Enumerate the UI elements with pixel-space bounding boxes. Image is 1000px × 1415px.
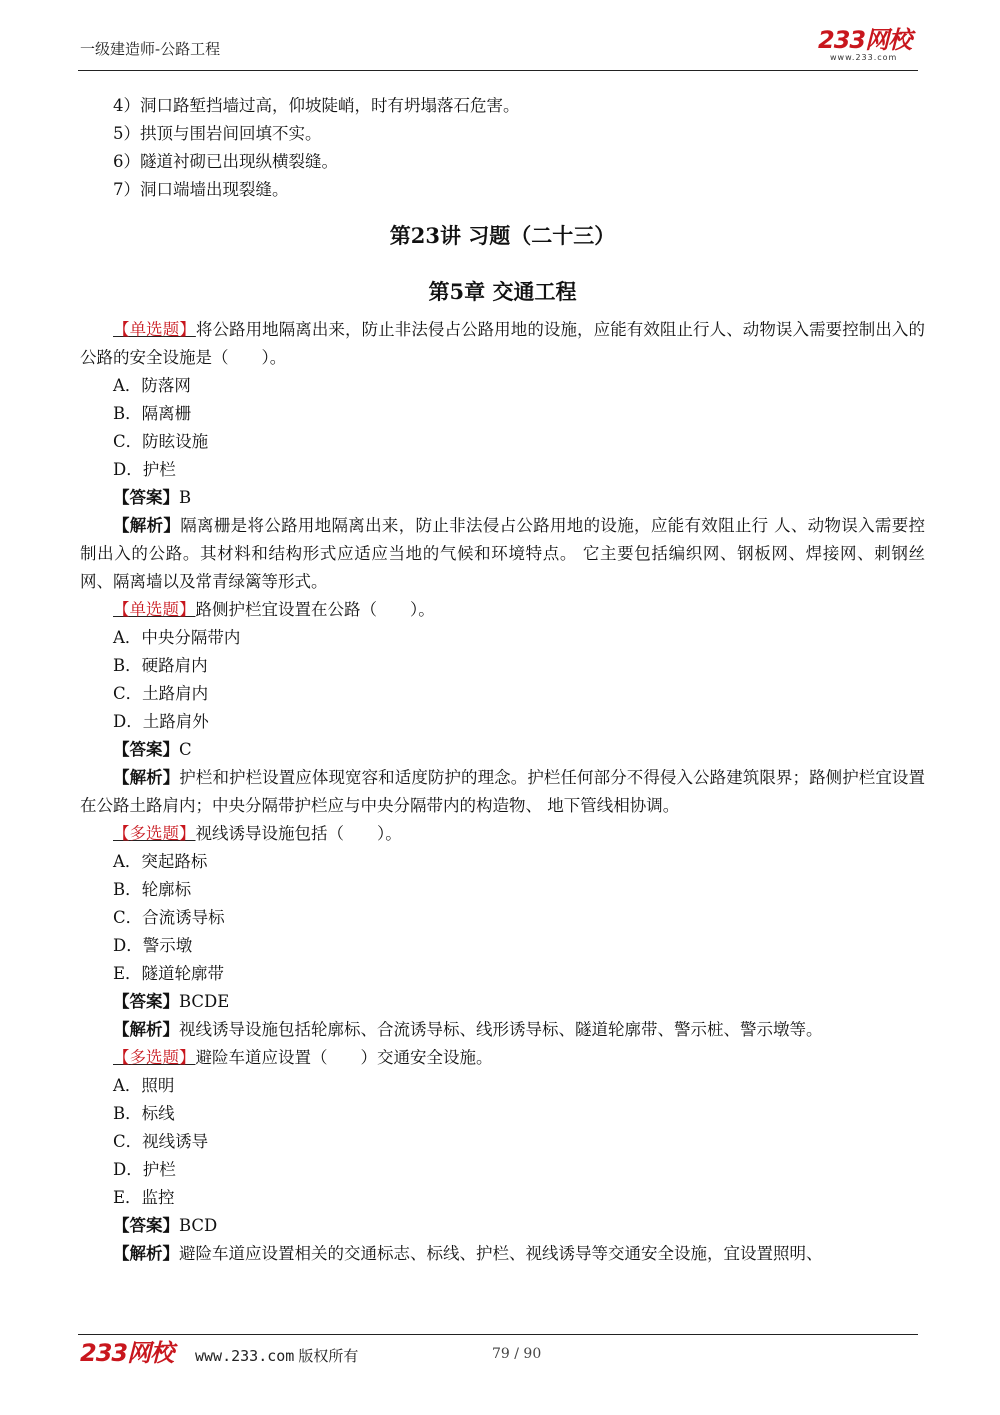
lecture-title: 第23讲 习题（二十三） bbox=[389, 223, 616, 248]
option: D．护栏 bbox=[113, 460, 176, 479]
question-type-tag: 【单选题】 bbox=[113, 320, 196, 339]
analysis-label: 【解析】 bbox=[113, 1244, 179, 1263]
question-block bbox=[80, 820, 925, 1044]
answer-label: 【答案】 bbox=[113, 992, 179, 1011]
intro-list bbox=[80, 92, 925, 204]
question-stem: 将公路用地隔离出来，防止非法侵占公路用地的设施，应能有效阻止行人、动物误入需要控制出入的公路的安全设施是（ ）。 bbox=[80, 320, 926, 367]
answer-value: B bbox=[179, 488, 192, 507]
question-type-tag: 【多选题】 bbox=[113, 824, 196, 843]
option: A．防落网 bbox=[113, 376, 191, 395]
question-type-tag: 【多选题】 bbox=[113, 1048, 196, 1067]
answer-label: 【答案】 bbox=[113, 740, 179, 759]
footer-logo: 233网校 bbox=[80, 1339, 174, 1367]
answer-value: BCD bbox=[179, 1216, 218, 1235]
analysis-text: 避险车道应设置相关的交通标志、标线、护栏、视线诱导等交通安全设施，宜设置照明、 bbox=[179, 1244, 823, 1263]
option: D．警示墩 bbox=[113, 936, 193, 955]
analysis-row bbox=[80, 1240, 925, 1268]
option: E．隧道轮廓带 bbox=[113, 964, 225, 983]
option: B．隔离栅 bbox=[113, 404, 192, 423]
footer-copyright: 版权所有 bbox=[298, 1347, 359, 1365]
brand-logo-url: www.233.com bbox=[830, 53, 898, 62]
analysis-row bbox=[80, 764, 925, 820]
question-stem-row bbox=[80, 316, 925, 372]
analysis-row bbox=[80, 512, 925, 596]
analysis-row bbox=[80, 1016, 925, 1044]
option: E．监控 bbox=[113, 1188, 175, 1207]
analysis-label: 【解析】 bbox=[113, 1020, 179, 1039]
answer-value: BCDE bbox=[179, 992, 230, 1011]
question-block bbox=[80, 596, 925, 820]
footer-site bbox=[195, 1345, 358, 1366]
answer-row bbox=[80, 988, 925, 1016]
option: D．土路肩外 bbox=[113, 712, 209, 731]
intro-line: 7）洞口端墙出现裂缝。 bbox=[113, 180, 289, 199]
page-content bbox=[80, 92, 925, 1268]
option: A．突起路标 bbox=[113, 852, 208, 871]
option: B．硬路肩内 bbox=[113, 656, 208, 675]
page-number: 79 / 90 bbox=[492, 1346, 542, 1362]
answer-label: 【答案】 bbox=[113, 1216, 179, 1235]
option: C．土路肩内 bbox=[113, 684, 209, 703]
intro-line: 6）隧道衬砌已出现纵横裂缝。 bbox=[113, 152, 338, 171]
header-title: 一级建造师-公路工程 bbox=[80, 40, 221, 58]
analysis-text: 护栏和护栏设置应体现宽容和适度防护的理念。护栏任何部分不得侵入公路建筑限界；路侧护栏宜设置在公路土路肩内；中央分隔带护栏应与中央分隔带内的构造物、 地下管线相协调。 bbox=[80, 768, 926, 815]
question-stem-row bbox=[80, 1044, 925, 1072]
answer-row bbox=[80, 1212, 925, 1240]
answer-row bbox=[80, 736, 925, 764]
option: A．照明 bbox=[113, 1076, 175, 1095]
answer-row bbox=[80, 484, 925, 512]
option: C．防眩设施 bbox=[113, 432, 209, 451]
option: C．合流诱导标 bbox=[113, 908, 225, 927]
brand-logo: 233网校 bbox=[818, 26, 912, 54]
question-stem: 路侧护栏宜设置在公路（ ）。 bbox=[195, 600, 435, 619]
intro-line: 4）洞口路堑挡墙过高，仰坡陡峭，时有坍塌落石危害。 bbox=[113, 96, 520, 115]
option: D．护栏 bbox=[113, 1160, 176, 1179]
intro-line: 5）拱顶与围岩间回填不实。 bbox=[113, 124, 322, 143]
question-block bbox=[80, 1044, 925, 1268]
option: B．轮廓标 bbox=[113, 880, 192, 899]
analysis-text: 隔离栅是将公路用地隔离出来，防止非法侵占公路用地的设施，应能有效阻止行 人、动物误入需要控制出入的公路。其材料和结构形式应适应当地的气候和环境特点。 它主要包括编织网、钢板网、焊接网、刺钢丝网、隔离墙以及常青绿篱等形式。 bbox=[80, 516, 926, 591]
question-stem: 避险车道应设置（ ）交通安全设施。 bbox=[195, 1048, 493, 1067]
question-stem-row bbox=[80, 820, 925, 848]
question-block bbox=[80, 316, 925, 596]
chapter-title: 第5章 交通工程 bbox=[428, 279, 577, 304]
option: B．标线 bbox=[113, 1104, 175, 1123]
header-rule bbox=[78, 70, 918, 71]
answer-value: C bbox=[179, 740, 192, 759]
option: C．视线诱导 bbox=[113, 1132, 209, 1151]
option: A．中央分隔带内 bbox=[113, 628, 241, 647]
answer-label: 【答案】 bbox=[113, 488, 179, 507]
footer-site-url[interactable]: www.233.com bbox=[195, 1347, 295, 1365]
question-stem: 视线诱导设施包括（ ）。 bbox=[195, 824, 402, 843]
analysis-label: 【解析】 bbox=[113, 768, 180, 787]
analysis-text: 视线诱导设施包括轮廓标、合流诱导标、线形诱导标、隧道轮廓带、警示桩、警示墩等。 bbox=[179, 1020, 823, 1039]
question-type-tag: 【单选题】 bbox=[113, 600, 196, 619]
footer-rule bbox=[78, 1334, 918, 1335]
analysis-label: 【解析】 bbox=[113, 516, 181, 535]
question-stem-row bbox=[80, 596, 925, 624]
